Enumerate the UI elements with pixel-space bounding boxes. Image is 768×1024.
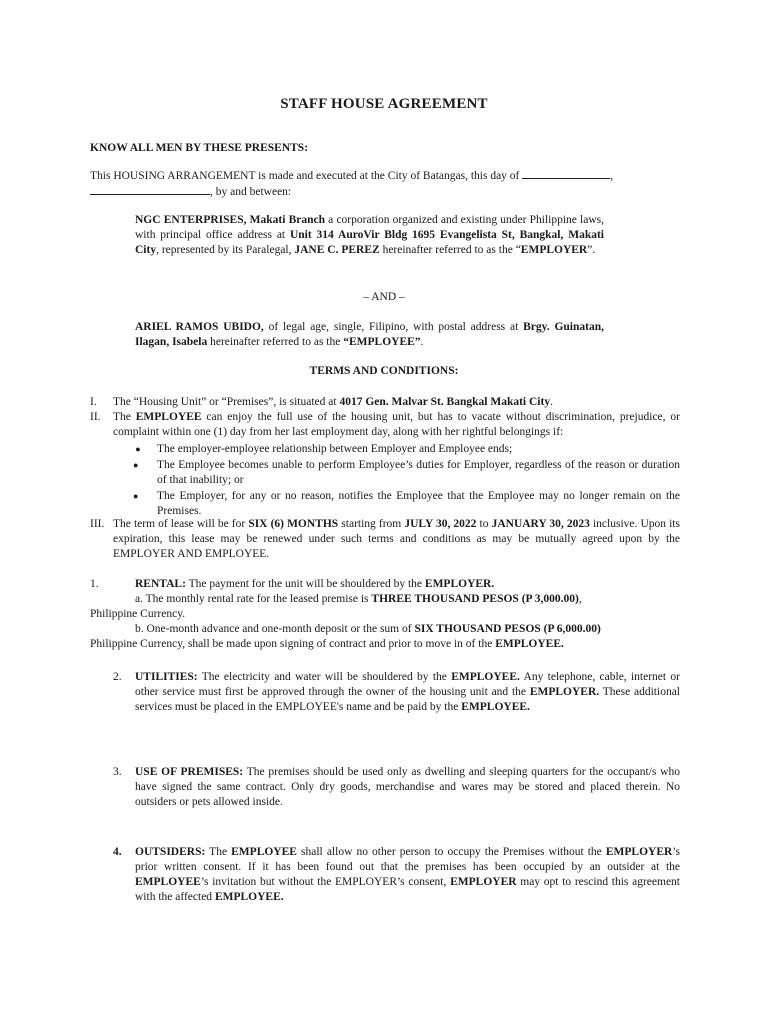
bullet-text: The employer-employee relationship between Employer and Employee ends;: [157, 443, 513, 455]
outsiders-text-1: The: [205, 846, 232, 858]
lease-start: JULY 30, 2022: [404, 518, 477, 530]
utilities-text-2: Any telephone, cable, internet or other service must first be approved through the owner of the housing unit and the: [135, 671, 680, 698]
list-item: [133, 458, 680, 488]
intro-text-1: This HOUSING ARRANGEMENT is made and executed at the City of Batangas, this day of: [90, 170, 523, 182]
outsiders-employer-1: EMPLOYER: [605, 846, 673, 858]
outsiders-clause: [113, 845, 680, 905]
bullet-text: The Employee becomes unable to perform Employee’s duties for Employer, regardless of the reason or duration of that inability; or: [157, 459, 680, 486]
outsiders-employer-2: EMPLOYER: [450, 876, 517, 888]
utilities-employer: EMPLOYER.: [529, 686, 600, 698]
lease-end: JANUARY 30, 2023: [491, 518, 590, 530]
clause-iii: [90, 517, 680, 562]
outsiders-number: 4.: [113, 846, 122, 858]
employee-party-paragraph: [135, 320, 604, 350]
clause-ii-text-2: can enjoy the full use of the housing unit, but has to vacate without discrimination, prejudice, or complaint within one (1) day from her last employment day, along with her rightful belongings if:: [113, 411, 680, 438]
outsiders-text-4: ’s invitation but without the EMPLOYER’s consent,: [200, 876, 451, 888]
clause-ii-employee: EMPLOYEE: [135, 411, 202, 423]
intro-text-3: , by and between:: [210, 186, 292, 198]
rental-b-currency-line: [90, 637, 680, 652]
utilities-text-1: The electricity and water will be shouldered by the: [197, 671, 452, 683]
use-heading: USE OF PREMISES:: [135, 766, 244, 778]
outsiders-text-2: shall allow no other person to occupy the Premises without the: [296, 846, 606, 858]
clause-iii-text-4: inclusive. Upon its expiration, this lease may be renewed under such terms and conditions as may be mutually agreed upon by the EMPLOYER AND EMPLOYEE.: [113, 518, 680, 560]
rental-a-comma: ,: [578, 593, 582, 605]
document-title: STAFF HOUSE AGREEMENT: [280, 96, 488, 112]
employer-text-1: a corporation organized and existing under Philippine laws, with principal office address at: [135, 214, 605, 241]
employer-text-4: ”.: [587, 244, 596, 256]
advance-deposit-amount: SIX THOUSAND PESOS (P 6,000.00): [414, 623, 601, 635]
rental-b-employee: EMPLOYEE.: [495, 638, 564, 650]
clause-ii-text-1: The: [113, 411, 136, 423]
outsiders-employee-1: EMPLOYEE: [231, 846, 297, 858]
rental-a-currency: Philippine Currency.: [90, 608, 186, 620]
monthly-rate: THREE THOUSAND PESOS (P 3,000.00): [371, 593, 579, 605]
rental-b-text-2: Philippine Currency, shall be made upon signing of contract and prior to move in of the: [90, 638, 496, 650]
employee-name: ARIEL RAMOS UBIDO,: [135, 321, 264, 333]
outsiders-text-5: may opt to rescind this agreement with the affected: [135, 876, 680, 903]
outsiders-employee-2: EMPLOYEE: [135, 876, 201, 888]
employee-text-2: hereinafter referred to as the: [207, 336, 344, 348]
utilities-text-3: These additional services must be placed in the EMPLOYEE's name and be paid by the: [135, 686, 680, 713]
clause-ii-text: [113, 410, 680, 440]
clause-iii-text-1: The term of lease will be for: [113, 518, 249, 530]
premises-address: 4017 Gen. Malvar St. Bangkal Makati City: [339, 396, 551, 408]
utilities-employee-2: EMPLOYEE.: [461, 701, 530, 713]
employer-address: Unit 314 AuroVir Bldg 1695 Evangelista St, Bangkal, Makati City: [135, 229, 604, 256]
clause-ii-number: II.: [90, 411, 101, 423]
employer-party-paragraph: [135, 213, 604, 258]
clause-iii-text: [113, 517, 680, 562]
rental-a-line: [135, 592, 680, 607]
employer-label: EMPLOYER: [520, 244, 588, 256]
employee-text-1: of legal age, single, Filipino, with postal address at: [263, 321, 524, 333]
rental-a-text: a. The monthly rental rate for the leased premise is: [135, 593, 372, 605]
and-separator: – AND –: [363, 291, 405, 303]
bullet-text: The Employer, for any or no reason, notifies the Employee that the Employee may no longer remain on the Premises.: [157, 490, 680, 517]
utilities-employee-1: EMPLOYEE.: [451, 671, 520, 683]
use-of-premises-clause: [113, 765, 680, 810]
clause-i-text-1: The “Housing Unit” or “Premises”, is situated at: [113, 396, 340, 408]
employer-representative: JANE C. PEREZ: [294, 244, 380, 256]
utilities-number: 2.: [113, 671, 122, 683]
clause-i: [90, 395, 680, 410]
bullet-icon: ●: [133, 460, 139, 470]
bullet-list: [133, 442, 680, 519]
outsiders-text: [135, 845, 680, 905]
clause-i-text: [113, 395, 680, 410]
clause-i-number: I.: [90, 396, 97, 408]
clause-iii-text-3: to: [476, 518, 492, 530]
know-all-heading: KNOW ALL MEN BY THESE PRESENTS:: [90, 142, 309, 154]
rental-heading: RENTAL:: [135, 578, 186, 590]
employer-name: NGC ENTERPRISES, Makati Branch: [135, 214, 326, 226]
rental-number: 1.: [90, 578, 99, 590]
utilities-text: [135, 670, 680, 715]
employer-text-2: , represented by its Paralegal,: [156, 244, 295, 256]
lease-term: SIX (6) MONTHS: [248, 518, 339, 530]
bullet-icon: ●: [135, 444, 141, 454]
bullet-icon: ●: [133, 491, 139, 501]
intro-text-2: ,: [610, 170, 614, 182]
rental-b-line: [135, 622, 680, 637]
terms-heading: TERMS AND CONDITIONS:: [309, 365, 459, 377]
outsiders-employee-3: EMPLOYEE.: [214, 891, 284, 903]
intro-paragraph: [90, 168, 680, 200]
employee-text-3: .: [420, 336, 424, 348]
clause-iii-text-2: starting from: [338, 518, 405, 530]
year-blank-line: [90, 184, 210, 195]
date-blank-line: [522, 168, 610, 179]
use-number: 3.: [113, 766, 122, 778]
employee-label: “EMPLOYEE”: [343, 336, 421, 348]
employee-address: Brgy. Guinatan, Ilagan, Isabela: [135, 321, 604, 348]
rental-clause: [90, 577, 680, 652]
rental-b-text: b. One-month advance and one-month deposit or the sum of: [135, 623, 415, 635]
utilities-heading: UTILITIES:: [135, 671, 198, 683]
rental-heading-line: [135, 577, 680, 592]
clause-ii: [90, 410, 680, 440]
employer-text-3: hereinafter referred to as the “: [379, 244, 521, 256]
rental-text-1: The payment for the unit will be shouldered by the: [185, 578, 425, 590]
use-text-1: The premises should be used only as dwelling and sleeping quarters for the occupant/s who have signed the same contract. Only dry goods, merchandise and wares may be stored and placed therein. No outsiders or pets allowed inside.: [135, 766, 680, 808]
rental-employer: EMPLOYER.: [424, 578, 495, 590]
clause-iii-number: III.: [90, 518, 105, 530]
use-text: [135, 765, 680, 810]
outsiders-text-3: ’s prior written consent. If it has been found out that the premises has been occupied by an outsider at the: [135, 846, 680, 873]
list-item: [133, 442, 680, 457]
outsiders-heading: OUTSIDERS:: [135, 846, 206, 858]
utilities-clause: [113, 670, 680, 715]
list-item: [133, 489, 680, 519]
clause-i-text-2: .: [550, 396, 553, 408]
